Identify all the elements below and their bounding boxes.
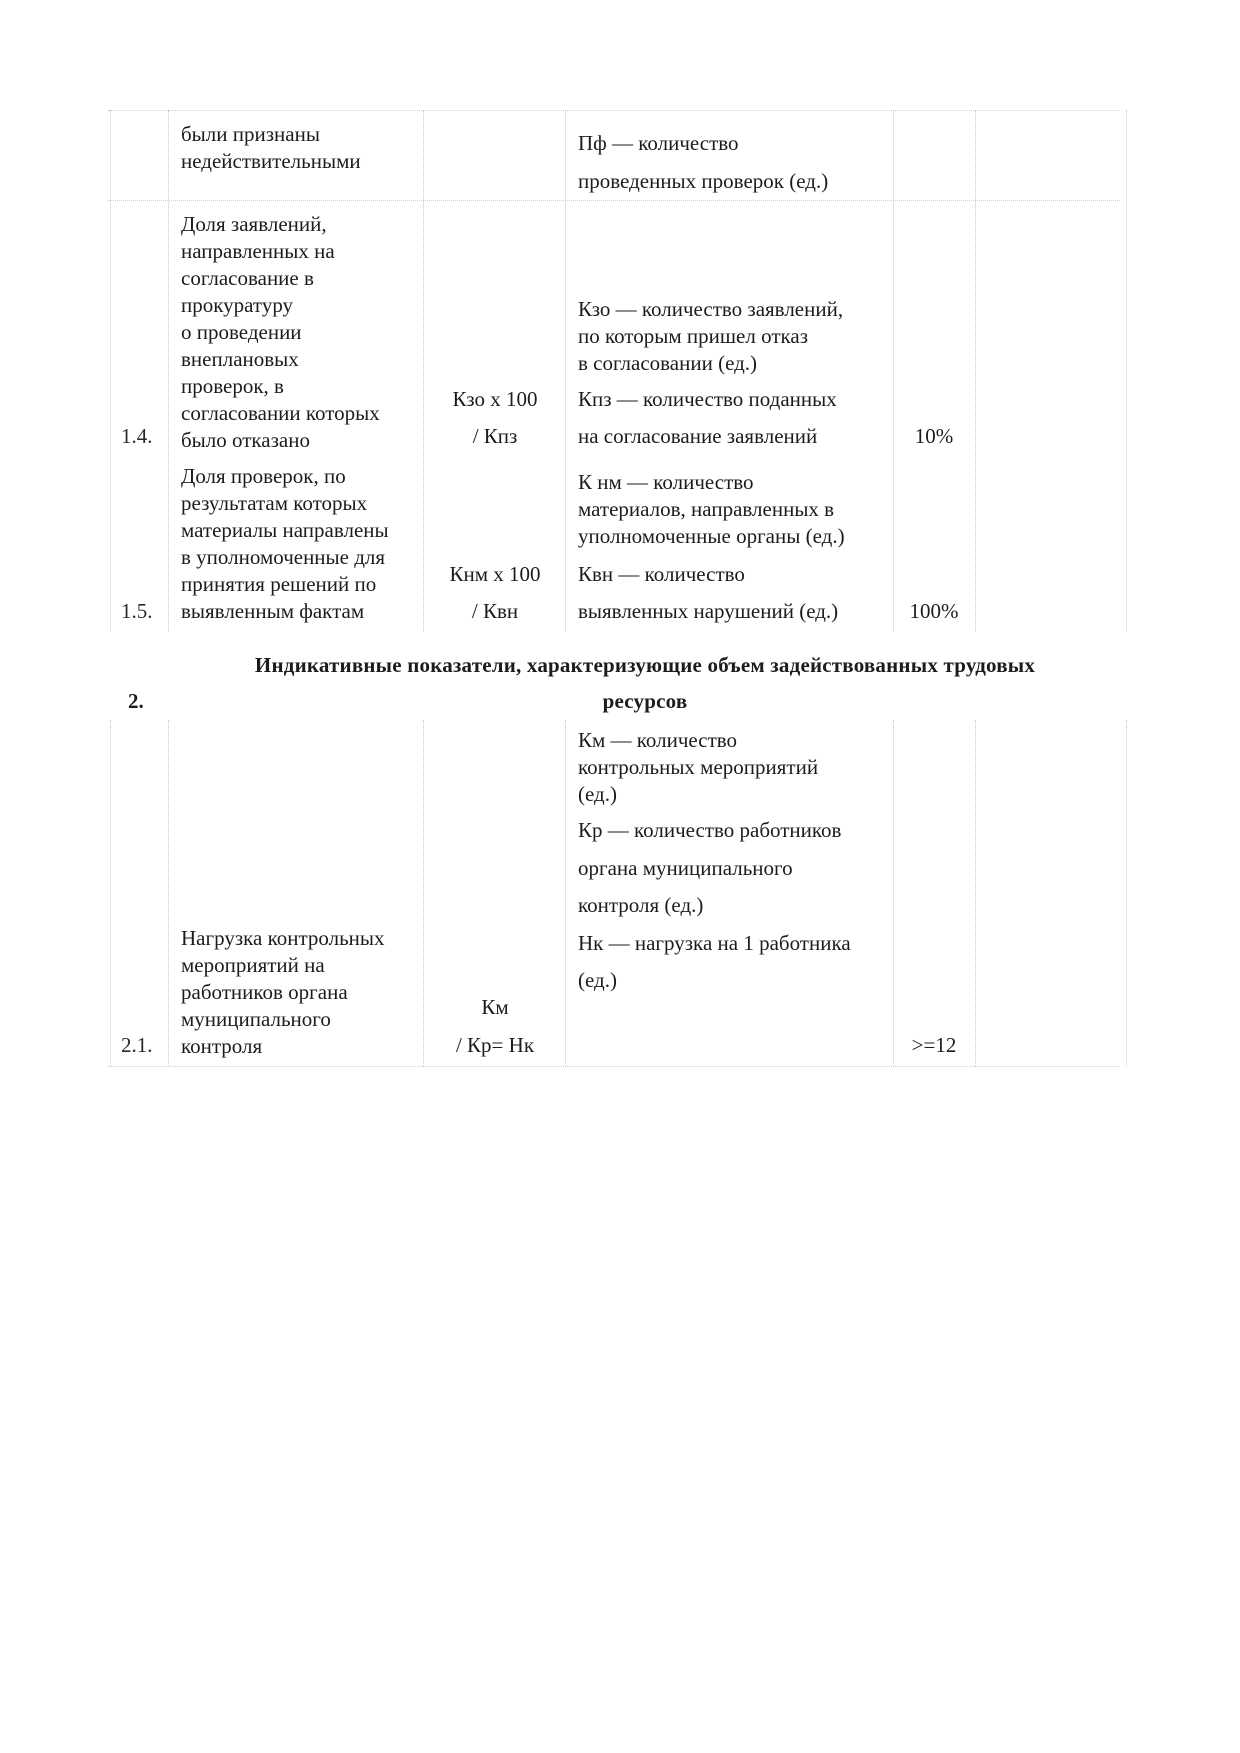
- variable-line: материалов, направленных в: [578, 497, 835, 521]
- formula-line: / Квн: [471, 599, 519, 623]
- indicator-line: недействительными: [181, 149, 361, 173]
- formula-line: / Кпз: [472, 424, 518, 448]
- row-divider: [108, 200, 1120, 201]
- col-border: [110, 720, 111, 1066]
- indicator-line: принятия решений по: [181, 572, 377, 596]
- variable-line: выявленных нарушений (ед.): [578, 599, 839, 623]
- variable-line: (ед.): [578, 968, 617, 992]
- row-divider: [108, 1066, 1120, 1067]
- indicator-line: Нагрузка контрольных: [181, 926, 385, 950]
- variable-line: Кр — количество работников: [578, 818, 842, 842]
- indicator-line: Доля проверок, по: [181, 464, 346, 488]
- col-border: [893, 720, 894, 1066]
- variable-line: К нм — количество: [578, 470, 754, 494]
- variable-line: Кзо — количество заявлений,: [578, 297, 844, 321]
- variable-line: Квн — количество: [578, 562, 745, 586]
- indicator-line: материалы направлены: [181, 518, 389, 542]
- formula-line: Кзо х 100: [452, 387, 538, 411]
- col-border: [1126, 110, 1127, 632]
- col-border: [975, 720, 976, 1066]
- indicator-cell: [181, 463, 421, 625]
- variable-block: [578, 469, 888, 550]
- indicator-line: выявленным фактам: [181, 599, 365, 623]
- variable-line: проведенных проверок (ед.): [578, 169, 829, 193]
- row-number: 1.5.: [121, 599, 153, 623]
- indicator-line: были признаны: [181, 122, 320, 146]
- indicator-line: прокуратуру: [181, 293, 294, 317]
- variable-line: по которым пришел отказ: [578, 324, 808, 348]
- variable-line: (ед.): [578, 782, 617, 806]
- variable-line: уполномоченные органы (ед.): [578, 524, 845, 548]
- col-border: [975, 110, 976, 632]
- indicator-line: согласовании которых: [181, 401, 380, 425]
- variable-line: Кпз — количество поданных: [578, 387, 837, 411]
- variable-line: Нк — нагрузка на 1 работника: [578, 931, 851, 955]
- variable-line: Км — количество: [578, 728, 738, 752]
- indicator-line: о проведении: [181, 320, 302, 344]
- indicator-line: контроля: [181, 1034, 263, 1058]
- indicator-line: было отказано: [181, 428, 310, 452]
- col-border: [423, 720, 424, 1066]
- col-border: [168, 720, 169, 1066]
- indicator-line: муниципального: [181, 1007, 331, 1031]
- col-border: [423, 110, 424, 632]
- formula-line: Км: [481, 995, 509, 1019]
- col-border: [110, 110, 111, 632]
- variable-line: Пф — количество: [578, 131, 739, 155]
- variable-block: [578, 296, 888, 377]
- row-number: 2.1.: [121, 1033, 153, 1057]
- indicator-line: внеплановых: [181, 347, 299, 371]
- target-value: 10%: [914, 424, 954, 448]
- variable-line: на согласование заявлений: [578, 424, 818, 448]
- indicator-cell: [181, 925, 421, 1060]
- variable-line: контрольных мероприятий: [578, 755, 819, 779]
- indicator-line: проверок, в: [181, 374, 284, 398]
- variable-line: контроля (ед.): [578, 893, 704, 917]
- col-border: [893, 110, 894, 632]
- variable-line: в согласовании (ед.): [578, 351, 758, 375]
- col-border: [565, 110, 566, 632]
- col-border: [1126, 720, 1127, 1066]
- indicator-line: направленных на: [181, 239, 335, 263]
- formula-line: / Кр= Нк: [455, 1033, 535, 1057]
- variable-line: органа муниципального: [578, 856, 793, 880]
- target-value: 100%: [909, 599, 959, 623]
- table-top-border: [108, 110, 1120, 111]
- section-title-line2: ресурсов: [602, 689, 688, 713]
- variable-block: [578, 727, 888, 808]
- indicator-line: работников органа: [181, 980, 348, 1004]
- indicator-line: в уполномоченные для: [181, 545, 386, 569]
- section-title-line1: Индикативные показатели, характеризующие объем задействованных трудовых: [254, 653, 1036, 677]
- indicator-line: Доля заявлений,: [181, 212, 327, 236]
- indicator-cell: [181, 121, 421, 175]
- row-number: 1.4.: [121, 424, 153, 448]
- col-border: [168, 110, 169, 632]
- indicator-cell: [181, 211, 421, 454]
- indicator-line: результатам которых: [181, 491, 368, 515]
- indicator-line: мероприятий на: [181, 953, 325, 977]
- section-number: 2.: [128, 689, 144, 713]
- target-value: >=12: [911, 1033, 957, 1057]
- formula-line: Кнм х 100: [449, 562, 541, 586]
- col-border: [565, 720, 566, 1066]
- indicator-line: согласование в: [181, 266, 314, 290]
